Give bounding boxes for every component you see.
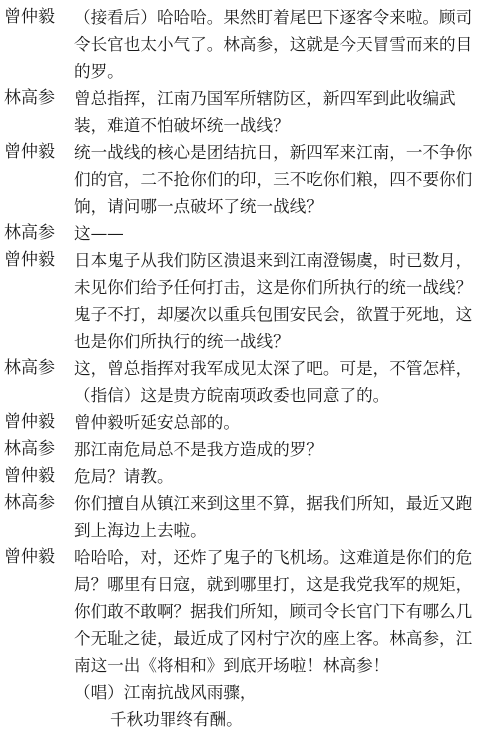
dialogue-line: 曾仲毅听延安总部的。 [74, 413, 240, 432]
dialogue-line: 曾总指挥，江南乃国军所辖防区，新四军到此收编武 [74, 89, 456, 108]
dialogue-line: 未见你们给予任何打击，这是你们所执行的统一战线？ [74, 278, 473, 297]
dialogue-line: 鬼子不打，却屡次以重兵包围安民会，欲置于死地，这 [74, 305, 473, 324]
speaker-name: 曾仲毅 [4, 466, 55, 486]
dialogue-line: （指信）这是贵方皖南项政委也同意了的。 [74, 386, 390, 405]
speaker-name: 林高参 [4, 358, 55, 378]
dialogue-line: 你们擅自从镇江来到这里不算，据我们所知，最近又跑 [74, 494, 473, 513]
dialogue-line: 的罗。 [74, 62, 124, 81]
dialogue-line: 统一战线的核心是团结抗日，新四军来江南，一不争你 [74, 143, 473, 162]
dialogue-line: 这—— [74, 224, 124, 243]
speaker-name: 曾仲毅 [4, 7, 55, 27]
dialogue-line: 这，曾总指挥对我军成见太深了吧。可是，不管怎样， [74, 359, 473, 378]
dialogue-line: 局？哪里有日寇，就到哪里打，这是我党我军的规矩， [74, 575, 473, 594]
speaker-name: 林高参 [4, 439, 55, 459]
speaker-name: 曾仲毅 [4, 547, 55, 567]
dialogue-line: 那江南危局总不是我方造成的罗？ [74, 440, 323, 459]
dialogue-line: 个无耻之徒，最近成了冈村宁次的座上客。林高参，江 [74, 629, 473, 648]
speaker-name: 曾仲毅 [4, 142, 55, 162]
dialogue-line: 装，难道不怕破坏统一战线？ [74, 116, 290, 135]
dialogue-line: 也是你们所执行的统一战线？ [74, 332, 290, 351]
dialogue-line: 你们敢不敢啊？据我们所知，顾司令长官门下有哪么几 [74, 602, 473, 621]
dialogue-line: 哈哈哈，对，还炸了鬼子的飞机场。这难道是你们的危 [74, 548, 473, 567]
speaker-name: 曾仲毅 [4, 412, 55, 432]
speaker-name: 林高参 [4, 88, 55, 108]
speaker-name: 林高参 [4, 493, 55, 513]
dialogue-line: 们的官，二不抢你们的印，三不吃你们粮，四不要你们 [74, 170, 473, 189]
dialogue-line: 令长官也太小气了。林高参，这就是今天冒雪而来的目 [74, 35, 473, 54]
dialogue-line: 日本鬼子从我们防区溃退来到江南澄锡虞，时已数月， [74, 251, 473, 270]
dialogue-line: 饷，请问哪一点破坏了统一战线？ [74, 197, 323, 216]
dialogue-line: （接看后）哈哈哈。果然盯着尾巴下逐客令来啦。顾司 [74, 8, 473, 27]
dialogue-line: 到上海边上去啦。 [74, 521, 207, 540]
song-line: （唱）江南抗战风雨骤， [74, 683, 257, 702]
dialogue-line: 危局？请教。 [74, 467, 174, 486]
speaker-name: 曾仲毅 [4, 250, 55, 270]
song-line: 千秋功罪终有酬。 [110, 710, 243, 729]
dialogue-line: 南这一出《将相和》到底开场啦！林高参！ [74, 656, 390, 675]
speaker-name: 林高参 [4, 223, 55, 243]
